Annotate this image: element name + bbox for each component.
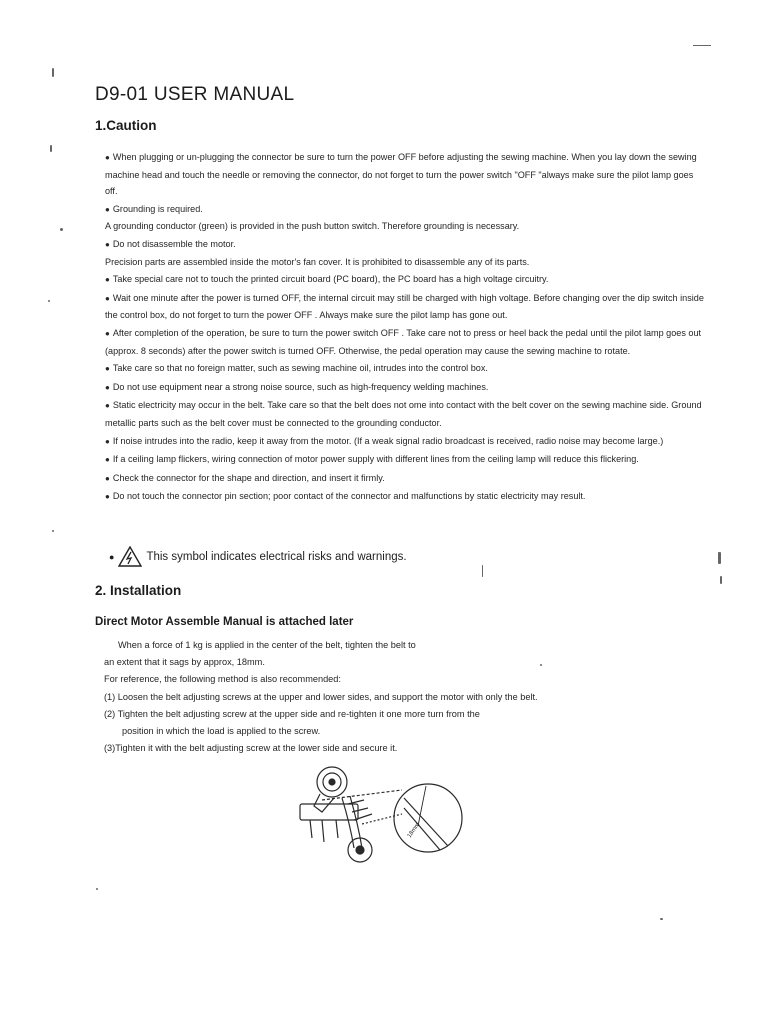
caution-item bbox=[105, 201, 705, 235]
bullet-icon: ● bbox=[105, 293, 110, 303]
scan-speck bbox=[482, 565, 483, 577]
caution-text: Do not touch the connector pin section; poor contact of the connector and malfunctions by static electricity may result. bbox=[112, 491, 586, 502]
caution-text: Do not use equipment near a strong noise source, such as high-frequency welding machines. bbox=[112, 381, 489, 392]
caution-text: If a ceiling lamp flickers, wiring connection of motor power supply with different lines from the ceiling lamp will reduce this flickering. bbox=[112, 454, 639, 465]
caution-heading: 1.Caution bbox=[95, 118, 157, 133]
bullet-icon: ● bbox=[109, 551, 115, 562]
caution-item bbox=[105, 236, 705, 270]
caution-list bbox=[105, 149, 705, 507]
install-line: For reference, the following method is also recommended: bbox=[104, 674, 341, 685]
symbol-description: This symbol indicates electrical risks and warnings. bbox=[146, 550, 407, 563]
electrical-warning-line bbox=[109, 546, 407, 567]
caution-text: Static electricity may occur in the belt. Take care so that the belt does not ome into contact with the belt cover on the sewing machine side. Ground metallic parts such as the belt cover must be connected to the grounding conductor. bbox=[105, 400, 702, 428]
install-line: (1) Loosen the belt adjusting screws at the upper and lower sides, and support the motor with only the belt. bbox=[104, 691, 538, 702]
caution-text: Grounding is required. bbox=[112, 203, 203, 214]
scan-speck bbox=[60, 228, 63, 231]
caution-item bbox=[105, 325, 705, 359]
bullet-icon: ● bbox=[105, 328, 110, 338]
caution-item bbox=[105, 379, 705, 397]
caution-text: Do not disassemble the motor. bbox=[112, 238, 236, 249]
caution-note: A grounding conductor (green) is provided in the push button switch. Therefore grounding is necessary. bbox=[105, 221, 520, 232]
caution-item bbox=[105, 271, 705, 289]
installation-heading: 2. Installation bbox=[95, 583, 182, 598]
caution-item bbox=[105, 149, 705, 200]
caution-text: When plugging or un-plugging the connector be sure to turn the power OFF before adjusting the sewing machine. When you lay down the sewing machine head and touch the needle or removing the connector, do not forget to turn the power switch "OFF "always make sure the pilot lamp goes off. bbox=[105, 152, 697, 197]
install-line: When a force of 1 kg is applied in the center of the belt, tighten the belt to bbox=[118, 640, 416, 650]
caution-item bbox=[105, 397, 705, 431]
magnified-detail bbox=[394, 784, 462, 852]
belt-tension-diagram bbox=[292, 764, 472, 876]
scan-speck bbox=[52, 530, 54, 532]
caution-text: Check the connector for the shape and direction, and insert it firmly. bbox=[112, 472, 385, 483]
caution-text: If noise intrudes into the radio, keep it away from the motor. (If a weak signal radio broadcast is received, radio noise may become large.) bbox=[112, 435, 664, 446]
scan-speck bbox=[52, 68, 54, 77]
install-line: an extent that it sags by approx, 18mm. bbox=[104, 657, 265, 668]
bullet-icon: ● bbox=[105, 401, 110, 411]
bullet-icon: ● bbox=[105, 436, 110, 446]
installation-text bbox=[104, 637, 704, 757]
electrical-hazard-icon bbox=[118, 546, 142, 567]
direct-motor-heading: Direct Motor Assemble Manual is attached later bbox=[95, 616, 354, 628]
install-line: position in which the load is applied to the screw. bbox=[122, 726, 321, 737]
caution-item bbox=[105, 451, 705, 469]
bullet-icon: ● bbox=[105, 455, 110, 465]
caution-text: Take care so that no foreign matter, such as sewing machine oil, intrudes into the control box. bbox=[112, 363, 488, 374]
scan-speck bbox=[48, 300, 50, 302]
caution-text: After completion of the operation, be sure to turn the power switch OFF . Take care not to press or heel back the pedal until the pilot lamp goes out (approx. 8 seconds) after the power switch is turned OFF. Otherwise, the pedal operation may cause the sewing machine to rotate. bbox=[105, 327, 702, 356]
caution-item bbox=[105, 470, 705, 488]
scan-speck bbox=[50, 145, 52, 152]
bullet-icon: ● bbox=[105, 275, 110, 285]
caution-text: Take special care not to touch the printed circuit board (PC board), the PC board has a high voltage circuitry. bbox=[112, 274, 549, 285]
scan-speck bbox=[693, 45, 711, 46]
caution-item bbox=[105, 433, 705, 451]
bullet-icon: ● bbox=[105, 492, 110, 502]
bullet-icon: ● bbox=[105, 239, 110, 249]
bullet-icon: ● bbox=[105, 473, 110, 483]
scan-speck bbox=[96, 888, 98, 890]
manual-title: D9-01 USER MANUAL bbox=[95, 84, 295, 105]
scan-speck bbox=[660, 918, 663, 920]
caution-note: Precision parts are assembled inside the motor's fan cover. It is prohibited to disassemble any of its parts. bbox=[105, 256, 530, 267]
caution-text: Wait one minute after the power is turned OFF, the internal circuit may still be charged with high voltage. Before changing over the dip switch inside the control box, do not forget to turn the power OFF . Always make sure the pilot lamp has gone out. bbox=[105, 292, 704, 321]
motor-pulley-illustration bbox=[300, 767, 402, 862]
caution-item bbox=[105, 290, 705, 324]
bullet-icon: ● bbox=[105, 364, 110, 374]
install-line: (2) Tighten the belt adjusting screw at the upper side and re-tighten it one more turn from the bbox=[104, 708, 480, 719]
sag-measurement-label: 18mm bbox=[406, 822, 422, 840]
bullet-icon: ● bbox=[105, 204, 110, 214]
bullet-icon: ● bbox=[105, 382, 110, 392]
scan-speck bbox=[718, 552, 721, 564]
bullet-icon: ● bbox=[105, 153, 110, 162]
install-line: (3)Tighten it with the belt adjusting screw at the lower side and secure it. bbox=[104, 743, 398, 754]
caution-item bbox=[105, 360, 705, 378]
scan-speck bbox=[720, 576, 722, 584]
caution-item bbox=[105, 488, 705, 506]
